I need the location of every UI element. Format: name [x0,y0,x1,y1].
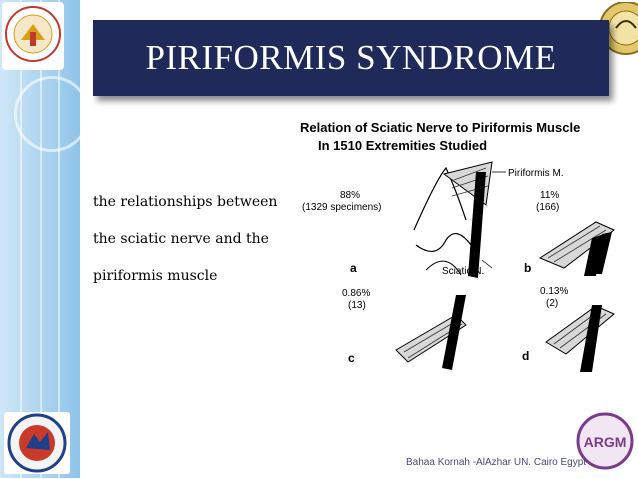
body-line: piriformis muscle [93,268,218,284]
panel-d-percent: 0.13% [540,286,569,297]
band-stripe [58,0,60,478]
panel-a-percent: 88% [340,190,361,201]
panel-c-letter: c [348,351,355,365]
piriformis-label: Piriformis M. [508,168,564,179]
figure-heading-1: Relation of Sciatic Nerve to Piriformis Muscle [300,120,581,135]
panel-c-percent: 0.86% [342,288,371,299]
panel-a-count: (1329 specimens) [302,202,382,213]
panel-d-drawing [546,305,614,372]
panel-c-drawing [396,295,466,370]
panel-c-count: (13) [348,300,366,311]
panel-b-percent: 11% [540,190,560,201]
band-stripe [40,0,42,478]
faculty-logo [2,2,64,70]
band-stripe [20,0,22,478]
panel-b-letter: b [524,261,532,275]
slide-title-bar [93,20,609,96]
slide-title: PIRIFORMIS SYNDROME [145,38,557,77]
orthopaedic-association-logo [4,412,70,474]
body-line: the relationships between [93,194,278,210]
anatomy-figure [296,110,626,380]
panel-b-drawing [540,222,614,276]
panel-a-drawing [414,162,506,278]
panel-d-count: (2) [546,298,559,309]
sciatic-label: Sciatic N. [442,266,485,277]
panel-b-count: (166) [536,202,560,213]
left-decorative-band [0,0,80,478]
footer-credit: Bahaa Kornah -AlAzhar UN. Cairo Egypt [406,457,587,468]
argm-logo-text: ARGM [583,434,627,450]
body-line: the sciatic nerve and the [93,231,269,247]
panel-d-letter: d [522,349,530,363]
figure-heading-2: In 1510 Extremities Studied [318,138,488,153]
slide-body [93,184,289,295]
panel-a-letter: a [350,261,357,275]
band-circle [14,76,90,152]
